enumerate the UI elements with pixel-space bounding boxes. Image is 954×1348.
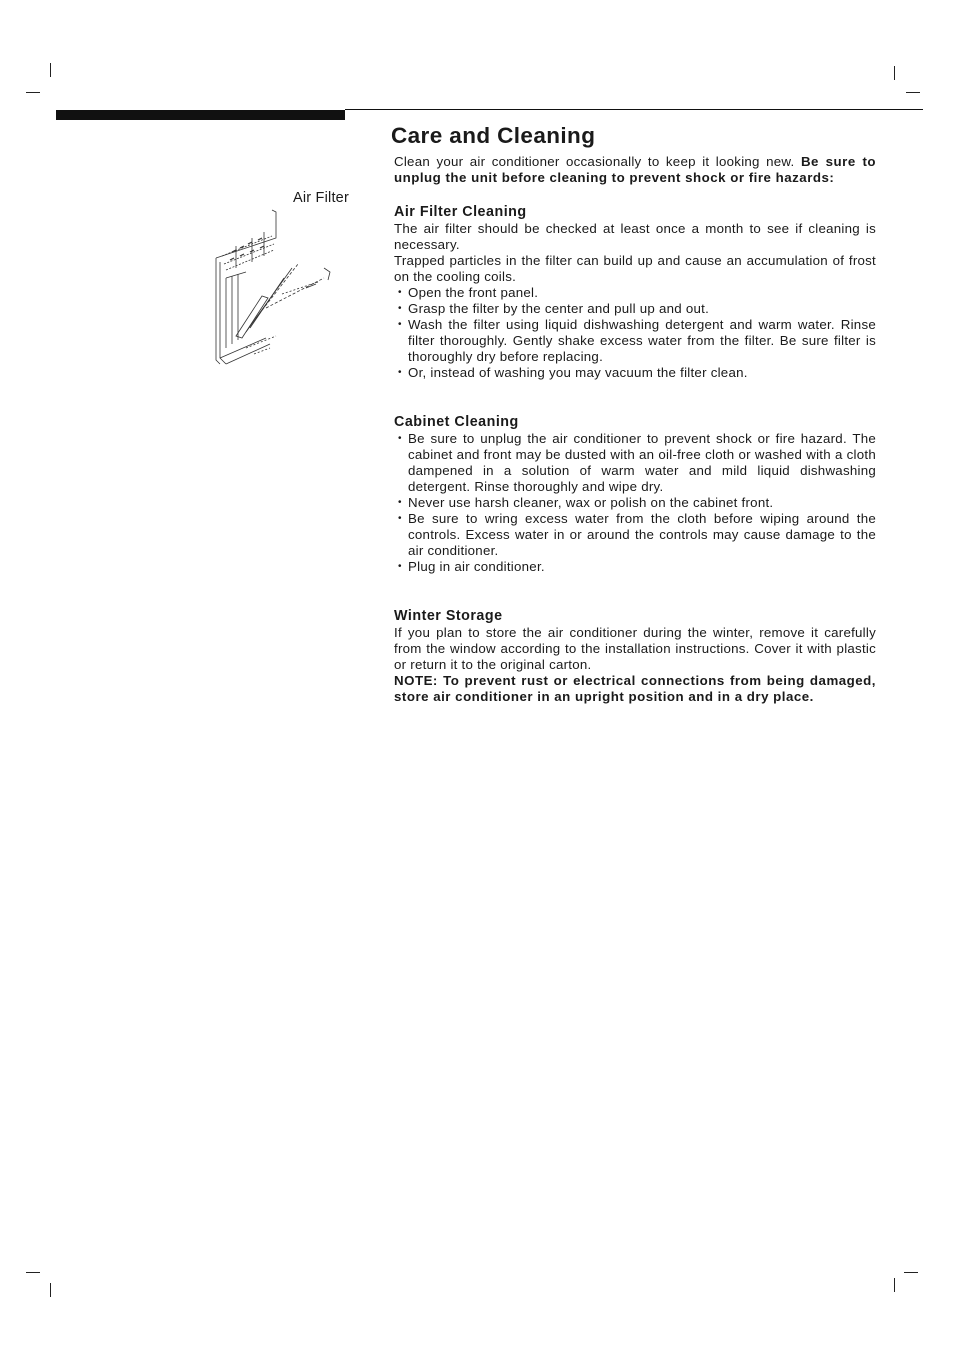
- content-column: [394, 154, 876, 705]
- winter-paragraph: If you plan to store the air conditioner during the winter, remove it carefully from the window according to the installation instructions. Cover it with plastic or return it to the original carton.: [394, 625, 876, 672]
- page-title: Care and Cleaning: [391, 123, 596, 148]
- crop-mark-bottom-left: [26, 1272, 40, 1273]
- crop-mark-top-right: [894, 66, 895, 80]
- crop-mark-top-left: [26, 92, 40, 93]
- list-item: • Be sure to unplug the air conditioner to prevent shock or fire hazard. The cabinet and front may be dusted with an oil-free cloth or washed with a cloth dampened in a solution of warm water and mild liquid dishwashing detergent. Rinse thoroughly and wipe dry.: [394, 431, 876, 495]
- header-bar: [56, 110, 345, 120]
- list-item: • Grasp the filter by the center and pull up and out.: [394, 301, 876, 317]
- list-item: • Plug in air conditioner.: [394, 559, 876, 575]
- list-item: • Never use harsh cleaner, wax or polish on the cabinet front.: [394, 495, 876, 511]
- intro-paragraph: [394, 154, 876, 186]
- cabinet-steps: [394, 431, 876, 575]
- section-title-cabinet: Cabinet Cleaning: [394, 414, 519, 430]
- header-rule: [345, 109, 923, 110]
- list-item: • Open the front panel.: [394, 285, 876, 301]
- air-filter-paragraph: Trapped particles in the filter can build up and cause an accumulation of frost on the cooling coils.: [394, 253, 876, 284]
- section-title-winter: Winter Storage: [394, 608, 503, 624]
- winter-note: NOTE: To prevent rust or electrical connections from being damaged, store air conditioner in an upright position and in a dry place.: [394, 673, 876, 704]
- crop-mark-bottom-left: [50, 1283, 51, 1297]
- intro-warning: Be sure to unplug the unit before cleaning to prevent shock or fire hazards:: [394, 154, 876, 185]
- air-filter-steps: [394, 285, 876, 381]
- crop-mark-top-left: [50, 63, 51, 77]
- air-filter-paragraph: The air filter should be checked at least once a month to see if cleaning is necessary.: [394, 221, 876, 252]
- section-title-air-filter: Air Filter Cleaning: [394, 204, 527, 220]
- list-item: • Be sure to wring excess water from the cloth before wiping around the controls. Excess water in or around the controls may cause damage to the air conditioner.: [394, 511, 876, 559]
- crop-mark-bottom-right: [894, 1278, 895, 1292]
- air-filter-illustration: [206, 208, 336, 368]
- crop-mark-bottom-right: [904, 1272, 918, 1273]
- intro-text: Clean your air conditioner occasionally to keep it looking new.: [394, 154, 795, 169]
- crop-mark-top-right: [906, 92, 920, 93]
- figure-caption: Air Filter: [293, 190, 349, 206]
- list-item: • Wash the filter using liquid dishwashing detergent and warm water. Rinse filter thoroughly. Gently shake excess water from the filter. Be sure filter is thoroughly dry before replacing.: [394, 317, 876, 365]
- list-item: • Or, instead of washing you may vacuum the filter clean.: [394, 365, 876, 381]
